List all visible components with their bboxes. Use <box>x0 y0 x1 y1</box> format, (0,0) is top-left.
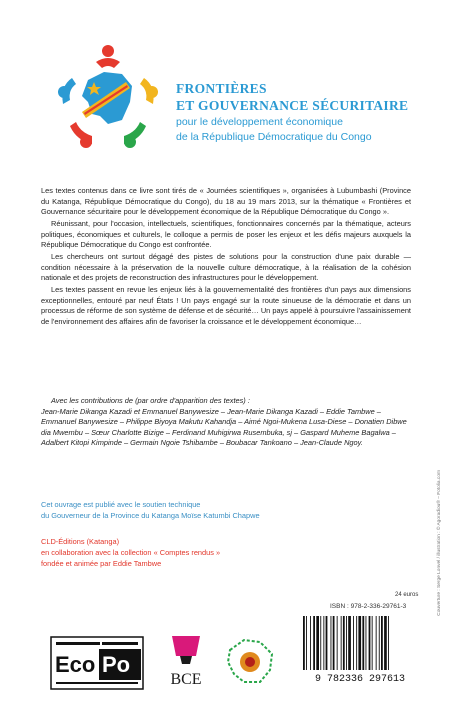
paragraph-2: Réunissant, pour l'occasion, intellectuels, scientifiques, fonctionnaires concernés par la thématique, acteurs politiques, économiques et culturels, le colloque a permis de poser les enjeux et les défis majeurs auxquels la République Démocratique du Congo est confrontée. <box>41 219 411 249</box>
drc-map-flag-icon <box>82 72 132 124</box>
subtitle-line-1: pour le développement économique <box>176 116 343 128</box>
bce-hand-icon <box>172 636 200 656</box>
cover-credit-text: Couverture : Serge Lonvel / illustration : © Agoradiou® – Fotolia.com <box>437 470 442 616</box>
price: 24 euros <box>395 592 419 598</box>
bce-logo <box>162 634 210 690</box>
contributors-names: Jean-Marie Dikanga Kazadi et Emmanuel Banywesize – Jean-Marie Dikanga Kazadi – Eddie Tambwe – Emmanuel Banywesize – Philippe Biyoya Makutu Kahandja – Aimé Ngoi-Mukena Lusa-Diese – Donatien Dibwe dia Mwembu – Sœur Charlotte Bizige – Ferdinand Muhigirwa Rusembuka, sj – Gaspard Muheme Bagalwa – Adalbert Kitopi Kimpinde – Germain Ngoie Tshibambe – Boubacar Tankoano – Jean-Claude Ngoy. <box>41 406 407 447</box>
title-line-1: FRONTIÈRES <box>176 81 267 96</box>
cover-credit <box>437 470 447 710</box>
paragraph-1: Les textes contenus dans ce livre sont tirés de « Journées scientifiques », organisées à Lubumbashi (Province du Katanga, République Démocratique du Congo), du 18 au 19 mars 2013, sur la thématique « Frontières et Gouvernance sécuritaire pour le développement économique de la République Démocratique du Congo ». <box>41 186 411 216</box>
barcode-bars <box>303 616 389 670</box>
ecopo-po-text: Po <box>102 652 131 677</box>
title-line-2: ET GOUVERNANCE SÉCURITAIRE <box>176 98 409 113</box>
province-map-logo <box>222 632 278 688</box>
support-line-1: Cet ouvrage est publié avec le soutien technique <box>41 500 201 509</box>
editions-line-2: en collaboration avec la collection « Comptes rendus » <box>41 548 221 557</box>
editions-line-3: fondée et animée par Eddie Tambwe <box>41 559 162 568</box>
contributors-intro: Avec les contributions de (par ordre d'apparition des textes) : <box>51 396 250 405</box>
ecopo-eco-text: Eco <box>55 652 96 677</box>
bce-text: BCE <box>170 671 202 688</box>
isbn: ISBN : 978-2-336-29761-3 <box>330 603 407 610</box>
contributors-block <box>41 396 411 449</box>
support-line-2: du Gouverneur de la Province du Katanga Moïse Katumbi Chapwe <box>41 511 260 520</box>
back-cover-text <box>41 186 411 329</box>
barcode-digits: 9 782336 297613 <box>314 674 406 684</box>
barcode <box>297 614 423 684</box>
paragraph-3: Les chercheurs ont surtout dégagé des pistes de solutions pour la construction d'une paix durable — condition nécessaire à la préservation de la nouvelle culture démocratique, à la réalisation de la cohésion nationale et des projets de reconstruction des infrastructures pour le développement. <box>41 252 411 282</box>
colloquium-logo <box>52 42 164 154</box>
editions-note <box>41 536 371 569</box>
title-block <box>176 80 426 144</box>
subtitle-line-2: de la République Démocratique du Congo <box>176 131 372 143</box>
editions-line-1: CLD-Éditions (Katanga) <box>41 537 120 546</box>
support-note <box>41 499 371 521</box>
paragraph-4: Les textes passent en revue les enjeux liés à la gouvernementalité des frontières d'un pays aux dimensions exceptionnelles, entouré par neuf États ! Un pays engagé sur la route sinueuse de la démocratie et dans un processus de réforme de son système de défense et de sécurité… Un pays appelé à poursuivre l'assainissement de l'environnement des affaires afin de favoriser la croissance et le développement économique… <box>41 285 411 326</box>
ecopo-logo <box>50 636 144 690</box>
